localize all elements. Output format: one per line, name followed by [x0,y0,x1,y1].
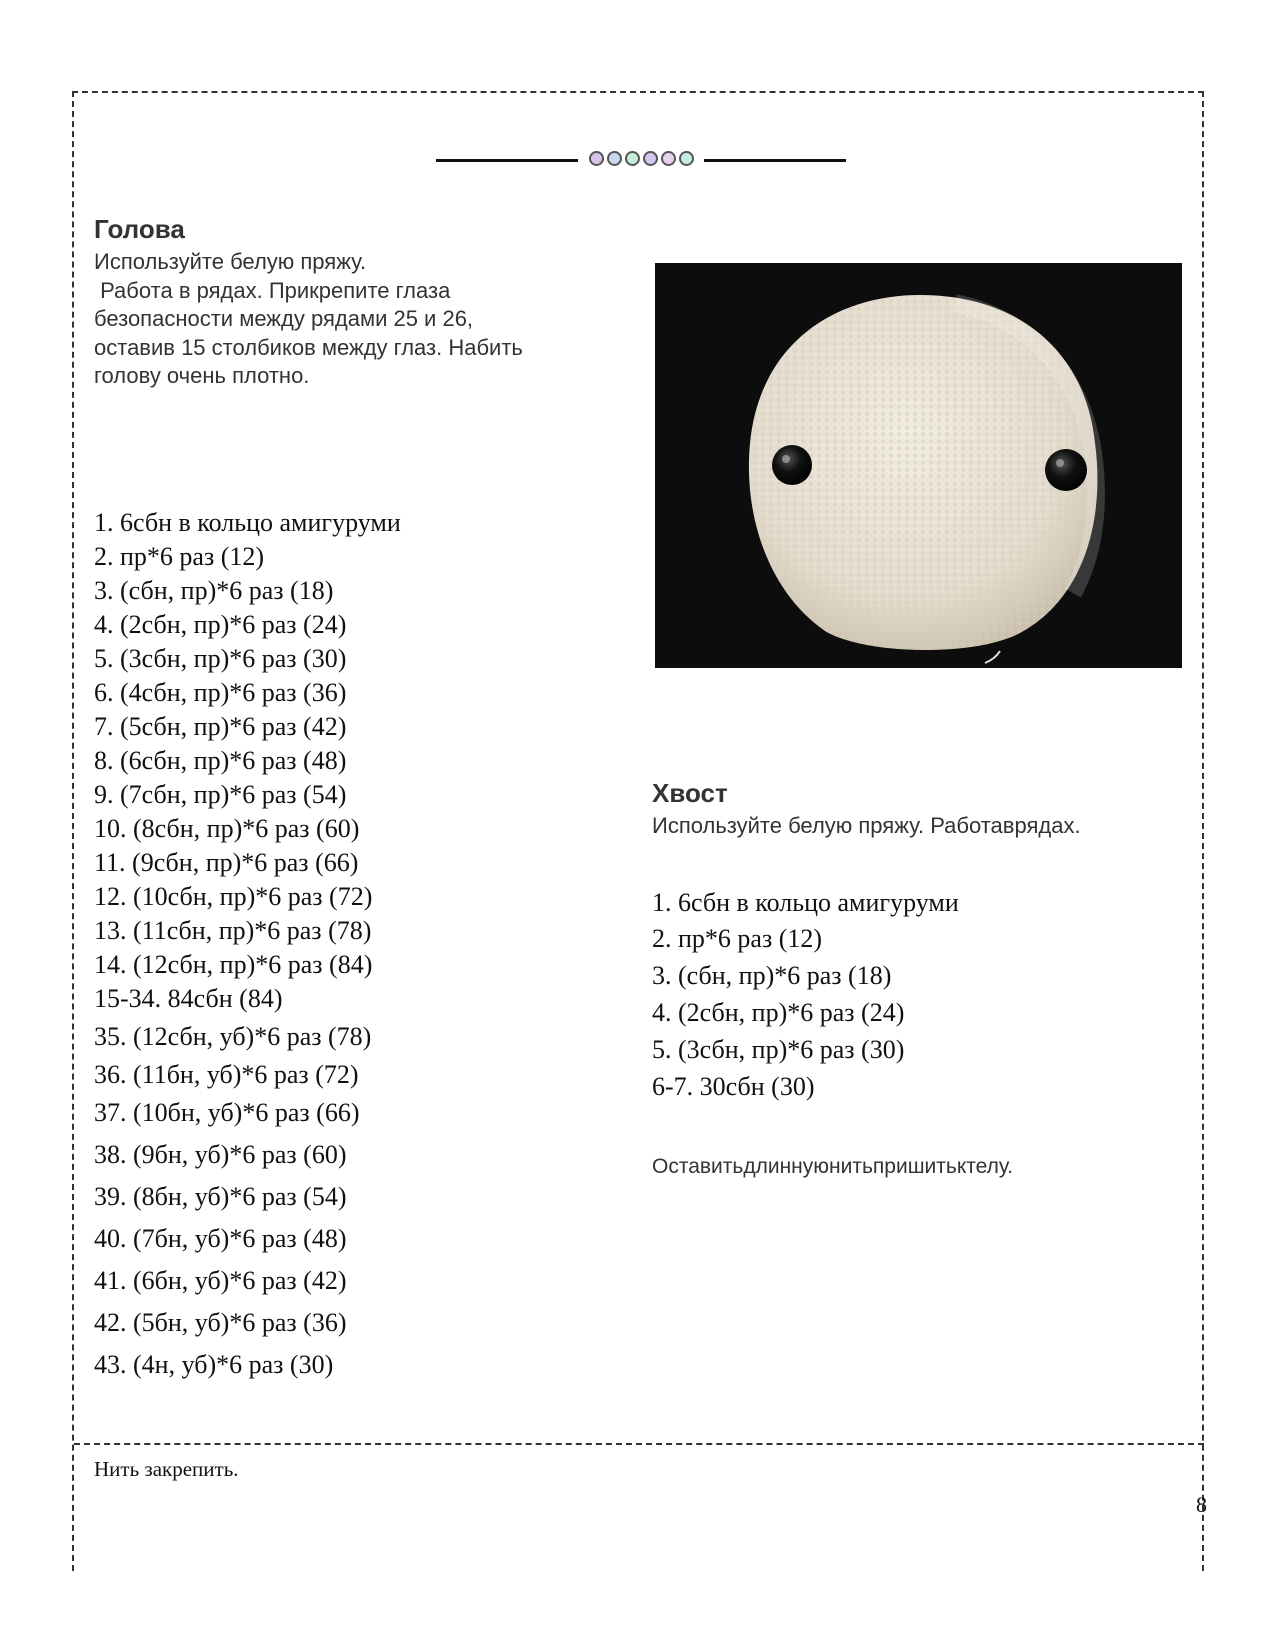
left-eye-icon [772,445,812,485]
head-row: 15-34. 84сбн (84) [94,984,283,1013]
divider-dot [661,151,676,166]
head-row: 3. (сбн, пр)*6 раз (18) [94,576,334,605]
divider-line-left [436,159,578,162]
head-row: 41. (6бн, уб)*6 раз (42) [94,1266,347,1295]
head-row: 42. (5бн, уб)*6 раз (36) [94,1308,347,1337]
head-row: 38. (9бн, уб)*6 раз (60) [94,1140,347,1169]
head-description [94,248,614,391]
tail-row: 5. (3сбн, пр)*6 раз (30) [652,1035,905,1064]
head-row: 4. (2сбн, пр)*6 раз (24) [94,610,347,639]
head-description-line: Работа в рядах. Прикрепите глаза [94,277,451,303]
head-row: 12. (10сбн, пр)*6 раз (72) [94,882,373,911]
tail-row: 3. (сбн, пр)*6 раз (18) [652,961,892,990]
head-row: 11. (9сбн, пр)*6 раз (66) [94,848,359,877]
divider-dot [643,151,658,166]
head-row: 13. (11сбн, пр)*6 раз (78) [94,916,372,945]
head-row: 9. (7сбн, пр)*6 раз (54) [94,780,347,809]
tail-description: Используйте белую пряжу. Работаврядах. [652,813,1081,838]
head-row: 40. (7бн, уб)*6 раз (48) [94,1224,347,1253]
divider-line-right [704,159,846,162]
head-row: 37. (10бн, уб)*6 раз (66) [94,1098,360,1127]
head-row: 8. (6сбн, пр)*6 раз (48) [94,746,347,775]
tail-row: 1. 6сбн в кольцо амигуруми [652,888,959,917]
divider-dot [679,151,694,166]
divider-dots [589,151,694,169]
head-row: 2. пр*6 раз (12) [94,542,265,571]
head-row: 43. (4н, уб)*6 раз (30) [94,1350,334,1379]
tail-row: 4. (2сбн, пр)*6 раз (24) [652,998,905,1027]
head-row: 35. (12сбн, уб)*6 раз (78) [94,1022,372,1051]
head-description-line: голову очень плотно. [94,363,310,388]
divider-dot [625,151,640,166]
head-row: 6. (4сбн, пр)*6 раз (36) [94,678,347,707]
tail-row: 6-7. 30сбн (30) [652,1072,815,1101]
footer-separator [74,1443,1204,1445]
tail-note: Оставитьдлиннуюнитьпришитьктелу. [652,1155,1014,1178]
divider-dot [607,151,622,166]
head-description-line: оставив 15 столбиков между глаз. Набить [94,334,523,360]
tail-section-title: Хвост [652,778,728,808]
right-eye-icon [1045,449,1087,491]
head-row: 1. 6сбн в кольцо амигуруми [94,508,401,537]
head-row: 5. (3сбн, пр)*6 раз (30) [94,644,347,673]
crochet-head-illustration [655,263,1182,668]
head-row: 39. (8бн, уб)*6 раз (54) [94,1182,347,1211]
divider-dot [589,151,604,166]
page-number: 8 [1196,1492,1207,1517]
tail-row: 2. пр*6 раз (12) [652,924,823,953]
footer-note: Нить закрепить. [94,1457,239,1481]
head-description-line: Используйте белую пряжу. [94,249,367,274]
decorative-divider [436,150,846,170]
crochet-head-photo [655,263,1182,668]
head-description-line: безопасности между рядами 25 и 26, [94,306,474,331]
tail-rows-list [652,886,959,1105]
head-rows-list [94,506,401,1386]
head-row: 36. (11бн, уб)*6 раз (72) [94,1060,359,1089]
head-row: 14. (12сбн, пр)*6 раз (84) [94,950,373,979]
head-section-title: Голова [94,214,185,244]
head-row: 7. (5сбн, пр)*6 раз (42) [94,712,347,741]
head-row: 10. (8сбн, пр)*6 раз (60) [94,814,360,843]
